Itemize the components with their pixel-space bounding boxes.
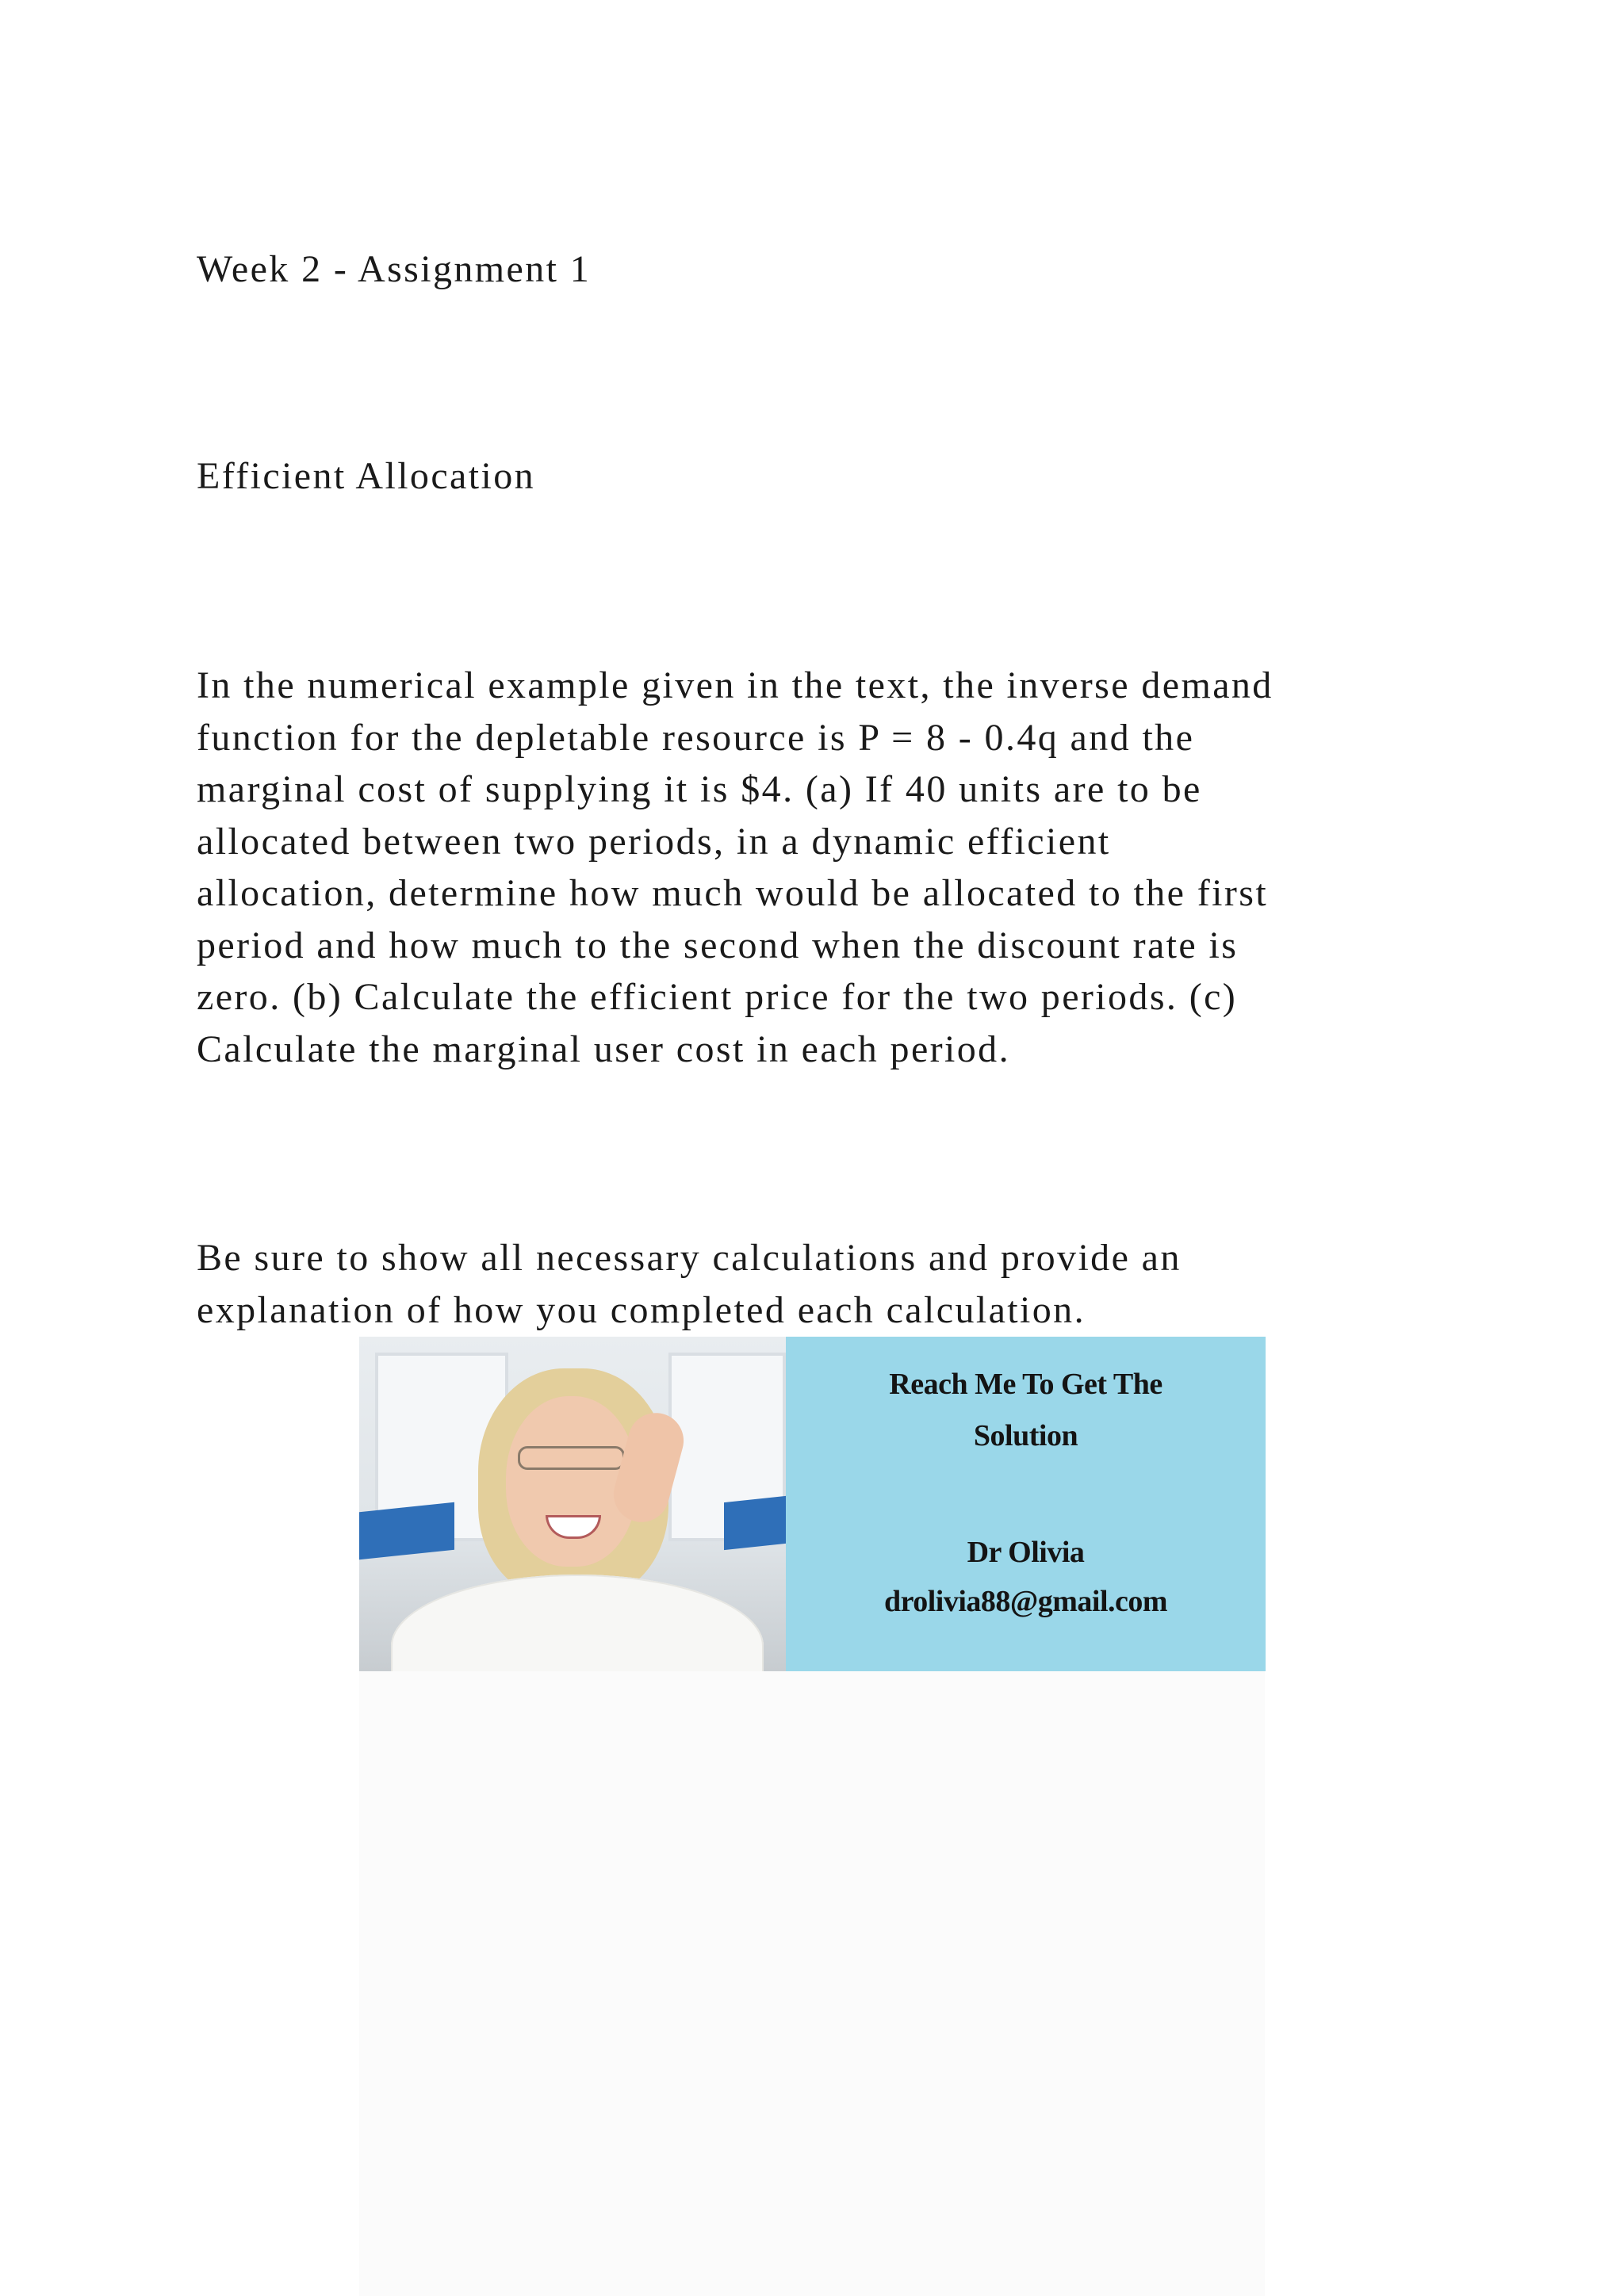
paragraph-line: Calculate the marginal user cost in each period. [197,1027,1010,1070]
paragraph-line: explanation of how you completed each calculation. [197,1288,1086,1331]
contact-banner [359,1337,1266,1671]
paragraph-line: function for the depletable resource is P = 8 - 0.4q and the [197,716,1195,759]
woman-photo [359,1337,786,1671]
contact-panel [786,1337,1266,1671]
paragraph-line: zero. (b) Calculate the efficient price for the two periods. (c) [197,976,1238,1018]
contact-email: drolivia88@gmail.com [883,1585,1168,1618]
paragraph-line: marginal cost of supplying it is $4. (a) If 40 units are to be [197,768,1202,810]
banner-heading-line2: Solution [973,1419,1078,1452]
paragraph-line: period and how much to the second when the discount rate is [197,924,1239,966]
contact-name: Dr Olivia [967,1536,1085,1569]
instructions-paragraph [197,1232,1434,1336]
banner-heading-line1: Reach Me To Get The [889,1368,1162,1401]
document-title: Week 2 - Assignment 1 [197,248,592,290]
paragraph-line: In the numerical example given in the text, the inverse demand [197,664,1274,706]
blank-image-area [359,1671,1265,2296]
document-subtitle: Efficient Allocation [197,455,536,497]
paragraph-line: allocation, determine how much would be allocated to the first [197,872,1269,914]
assignment-paragraph [197,660,1426,1075]
paragraph-line: allocated between two periods, in a dynamic efficient [197,820,1111,863]
paragraph-line: Be sure to show all necessary calculations and provide an [197,1237,1182,1279]
